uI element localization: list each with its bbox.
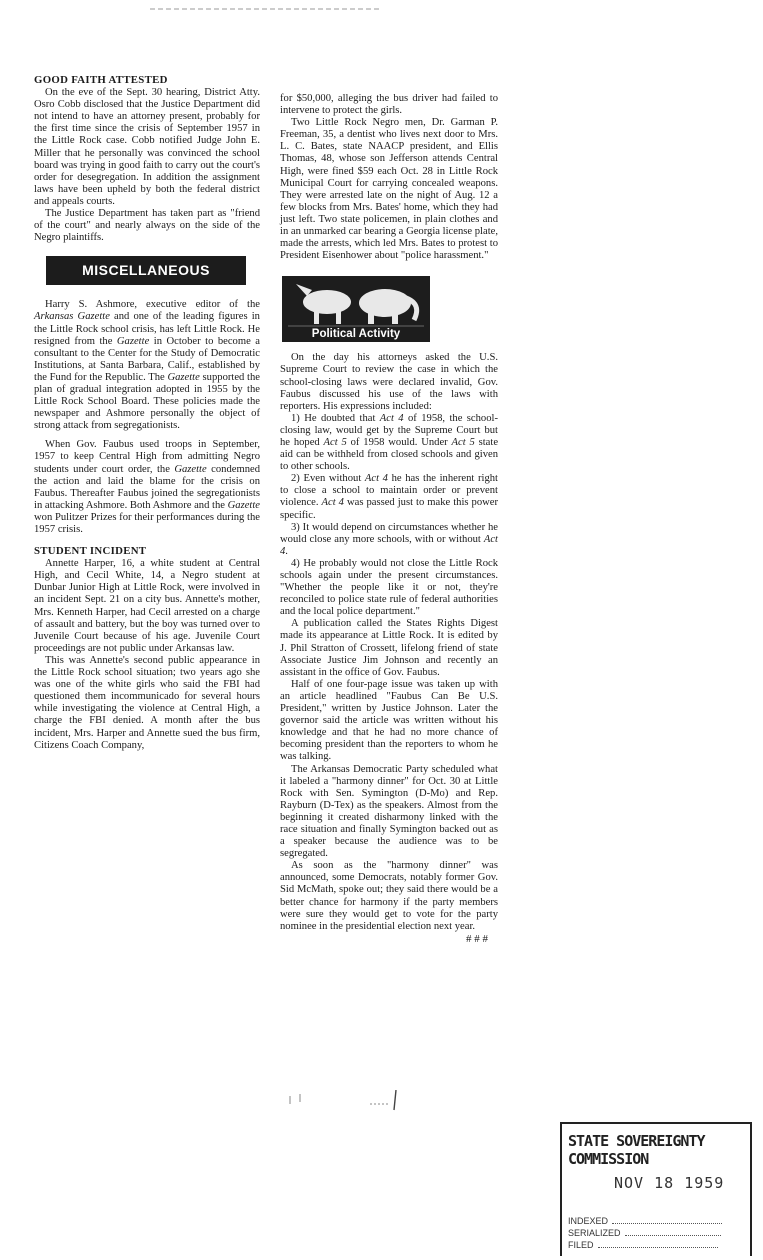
- sovereignty-commission-stamp: [560, 1122, 752, 1256]
- left-column: [34, 74, 260, 752]
- page-top-edge: [0, 0, 763, 6]
- stamp-serialized: SERIALIZED: [568, 1228, 743, 1238]
- political-activity-banner: [282, 276, 430, 342]
- paragraph: Annette Harper, 16, a white student at Central High, and Cecil White, 14, a Negro student at Dunbar Junior High at Little Rock, were involved in an incident Sept. 21 on a city bus. Annette's mother, Mrs. Kenneth Harper, had Cecil arrested on a charge of assault and battery, but the boy was turned over to Juvenile Court because of his age. Juvenile Court proceedings are not public under Arkansas law.: [34, 558, 260, 654]
- paragraph: 3) It would depend on circumstances whether he would close any more schools, with or without Act 4.: [280, 521, 498, 557]
- stamp-indexed: INDEXED: [568, 1216, 743, 1226]
- paragraph: This was Annette's second public appearance in the Little Rock school situation; two years ago she was one of the white girls who said the FBI had questioned them incommunicado for several hours while investigating the violence at Central High, a charge the FBI denied. A month after the bus incident, Mrs. Harper and Annette sued the bus firm, Citizens Coach Company,: [34, 654, 260, 751]
- paragraph: Two Little Rock Negro men, Dr. Garman P. Freeman, 35, a dentist who lives next door to Mrs. L. C. Bates, state NAACP president, and Ellis Thomas, 48, whose son Jefferson attends Central High, were fined $59 each Oct. 28 in Little Rock Municipal Court for carrying concealed weapons. They were arrested late on the night of Aug. 12 a few blocks from Mrs. Bates' home, which they had just left. Two state policemen, in plain clothes and in an unmarked car bearing a Georgia license plate, made the arrests, which led Mrs. Bates to protest to President Eisenhower about "police harassment.": [280, 117, 498, 262]
- right-column: [280, 93, 498, 945]
- heading-student-incident: STUDENT INCIDENT: [34, 545, 147, 558]
- paragraph: 2) Even without Act 4 he has the inherent right to close a school to maintain order or prevent violence. Act 4 was passed just to make this power specific.: [280, 473, 498, 521]
- paragraph: 1) He doubted that Act 4 of 1958, the school-closing law, would get by the Supreme Court but he hoped Act 5 of 1958 would. Under Act 5 state aid can be withheld from closed schools and given to other schools.: [280, 412, 499, 473]
- paragraph: On the day his attorneys asked the U.S. Supreme Court to review the case in which the school-closing laws were declared invalid, Gov. Faubus discussed his use of the laws with reporters. His expressions included:: [280, 352, 498, 412]
- stamp-header: STATE SOVEREIGNTY COMMISSION: [568, 1132, 705, 1168]
- stamp-date: NOV 18 1959: [614, 1174, 725, 1192]
- stamp-filed: FILED: [568, 1240, 743, 1250]
- miscellaneous-banner: MISCELLANEOUS: [46, 256, 246, 285]
- heading-good-faith: GOOD FAITH ATTESTED: [34, 74, 168, 86]
- paragraph: On the eve of the Sept. 30 hearing, District Atty. Osro Cobb disclosed that the Justice Department did not intend to have an attorney present, probably for the first time since the crisis of September 1957 in the Little Rock case. Cobb notified Judge John E. Miller that he personally was convinced the school board was trying in good faith to carry out the court's order for desegregation. In addition the assignment laws have been upheld by both the federal district and appeals courts.: [34, 87, 260, 207]
- paragraph: The Justice Department has taken part as "friend of the court" and nearly always on the side of the Negro plaintiffs.: [34, 208, 260, 244]
- paragraph: for $50,000, alleging the bus driver had failed to intervene to protect the girls.: [280, 93, 498, 117]
- paragraph: As soon as the "harmony dinner" was announced, some Democrats, notably former Gov. Sid McMath, spoke out; they said there would be a better chance for harmony if the party members were sure they would get to vote for the party nominee in the presidential election next year.: [280, 860, 498, 932]
- paragraph: Half of one four-page issue was taken up with an article headlined "Faubus Can Be U.S. President," written by Justice Johnson. Later the governor said the article was written without his knowledge and that he had no more chance of becoming president than the reporters to whom he was talking.: [280, 678, 498, 763]
- margin-marks: [280, 1090, 420, 1112]
- paragraph: When Gov. Faubus used troops in September, 1957 to keep Central High from admitting Negro students under court order, the Gazette condemned the action and laid the blame for the crisis on Faubus. Thereafter Faubus joined the segregationists in attacking Ashmore. Both Ashmore and the Gazette won Pulitzer Prizes for their performances during the 1957 crisis.: [34, 439, 260, 535]
- political-activity-label: Political Activity: [311, 328, 401, 341]
- paragraph: The Arkansas Democratic Party scheduled what it labeled a "harmony dinner" for Oct. 30 at Little Rock with Sen. Symington (D-Mo) and Rep. Rayburn (D-Tex) as the speakers. Almost from the beginning it created disharmony linked with the race situation and finally Symington backed out as a speaker because the audience was to be segregated.: [280, 763, 498, 860]
- end-mark: # # #: [466, 932, 488, 945]
- paragraph: A publication called the States Rights Digest made its appearance at Little Rock. It is edited by J. Phil Stratton of Crossett, lifelong friend of state Associate Justice Jim Johnson and recently an assistant in the office of Gov. Faubus.: [280, 618, 498, 678]
- paragraph: 4) He probably would not close the Little Rock schools again under the present circumstances. "Whether the people like it or not, they're reconciled to police state rule of federal authorities and the local police department.": [280, 557, 498, 618]
- paragraph: Harry S. Ashmore, executive editor of the Arkansas Gazette and one of the leading figures in the Little Rock school crisis, has left Little Rock. He resigned from the Gazette in October to become a consultant to the Center for the Study of Democratic Institutions, at Santa Barbara, Calif., established by the Fund for the Republic. The Gazette supported the plan of gradual integration adopted in 1955 by the Little Rock School Board. These policies made the newspaper and Ashmore personally the object of strong attack from segregationists.: [34, 299, 260, 432]
